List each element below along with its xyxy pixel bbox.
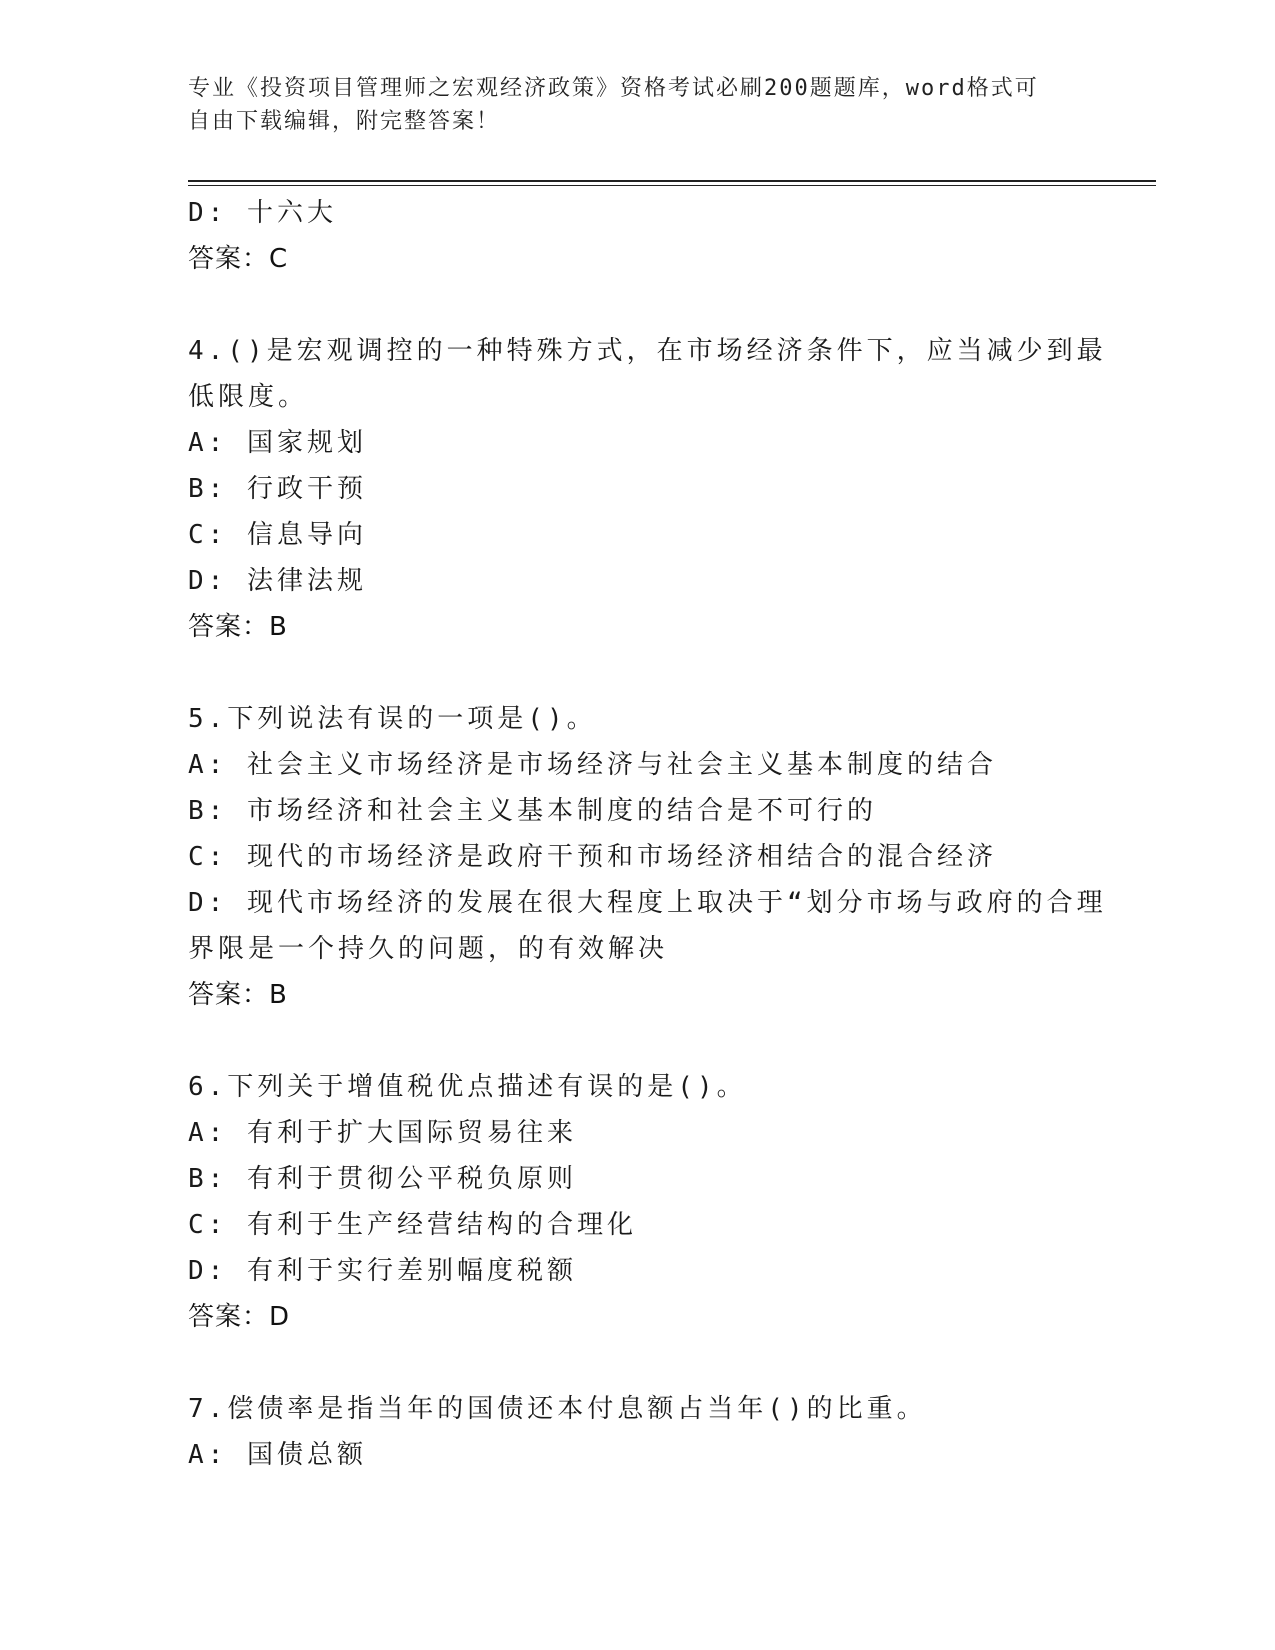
option-c: C: 有利于生产经营结构的合理化	[188, 1210, 637, 1240]
option-c: C: 现代的市场经济是政府干预和市场经济相结合的混合经济	[188, 842, 997, 872]
answer: 答案：B	[188, 612, 288, 642]
header-rule-thick	[188, 180, 1156, 182]
option-d: D: 有利于实行差别幅度税额	[188, 1256, 577, 1286]
question-stem: 4.()是宏观调控的一种特殊方式，在市场经济条件下，应当减少到最	[188, 336, 1107, 366]
question-list	[188, 190, 1107, 1478]
option-d-continued: 界限是一个持久的问题，的有效解决	[188, 934, 669, 964]
option-a: A: 社会主义市场经济是市场经济与社会主义基本制度的结合	[188, 750, 997, 780]
spacer	[188, 650, 1088, 696]
spacer	[188, 1018, 1088, 1064]
option-d: D: 现代市场经济的发展在很大程度上取决于“划分市场与政府的合理	[188, 888, 1107, 918]
option-a: A: 有利于扩大国际贸易往来	[188, 1118, 577, 1148]
question-3-tail	[188, 190, 1088, 282]
option-b: B: 行政干预	[188, 474, 367, 504]
header-line-2: 自由下载编辑，附完整答案！	[188, 109, 501, 134]
question-7	[188, 1386, 1088, 1478]
option-c: C: 信息导向	[188, 520, 367, 550]
question-6	[188, 1064, 1088, 1340]
option-b: B: 有利于贯彻公平税负原则	[188, 1164, 577, 1194]
question-stem: 7.偿债率是指当年的国债还本付息额占当年()的比重。	[188, 1394, 927, 1424]
answer: 答案：D	[188, 1302, 291, 1332]
option-d: D: 十六大	[188, 198, 337, 228]
question-4	[188, 328, 1107, 650]
header-line-1: 专业《投资项目管理师之宏观经济政策》资格考试必刷200题题库，word格式可	[188, 76, 1039, 101]
question-stem-continued: 低限度。	[188, 382, 309, 412]
spacer	[188, 282, 1088, 328]
option-a: A: 国家规划	[188, 428, 367, 458]
answer: 答案：C	[188, 244, 289, 274]
question-stem: 5.下列说法有误的一项是()。	[188, 704, 597, 734]
question-5	[188, 696, 1107, 1018]
question-stem: 6.下列关于增值税优点描述有误的是()。	[188, 1072, 747, 1102]
option-a: A: 国债总额	[188, 1440, 367, 1470]
spacer	[188, 1340, 1088, 1386]
header-rule-thin	[188, 185, 1156, 186]
option-d: D: 法律法规	[188, 566, 367, 596]
answer: 答案：B	[188, 980, 288, 1010]
page-header	[188, 72, 1068, 138]
option-b: B: 市场经济和社会主义基本制度的结合是不可行的	[188, 796, 877, 826]
